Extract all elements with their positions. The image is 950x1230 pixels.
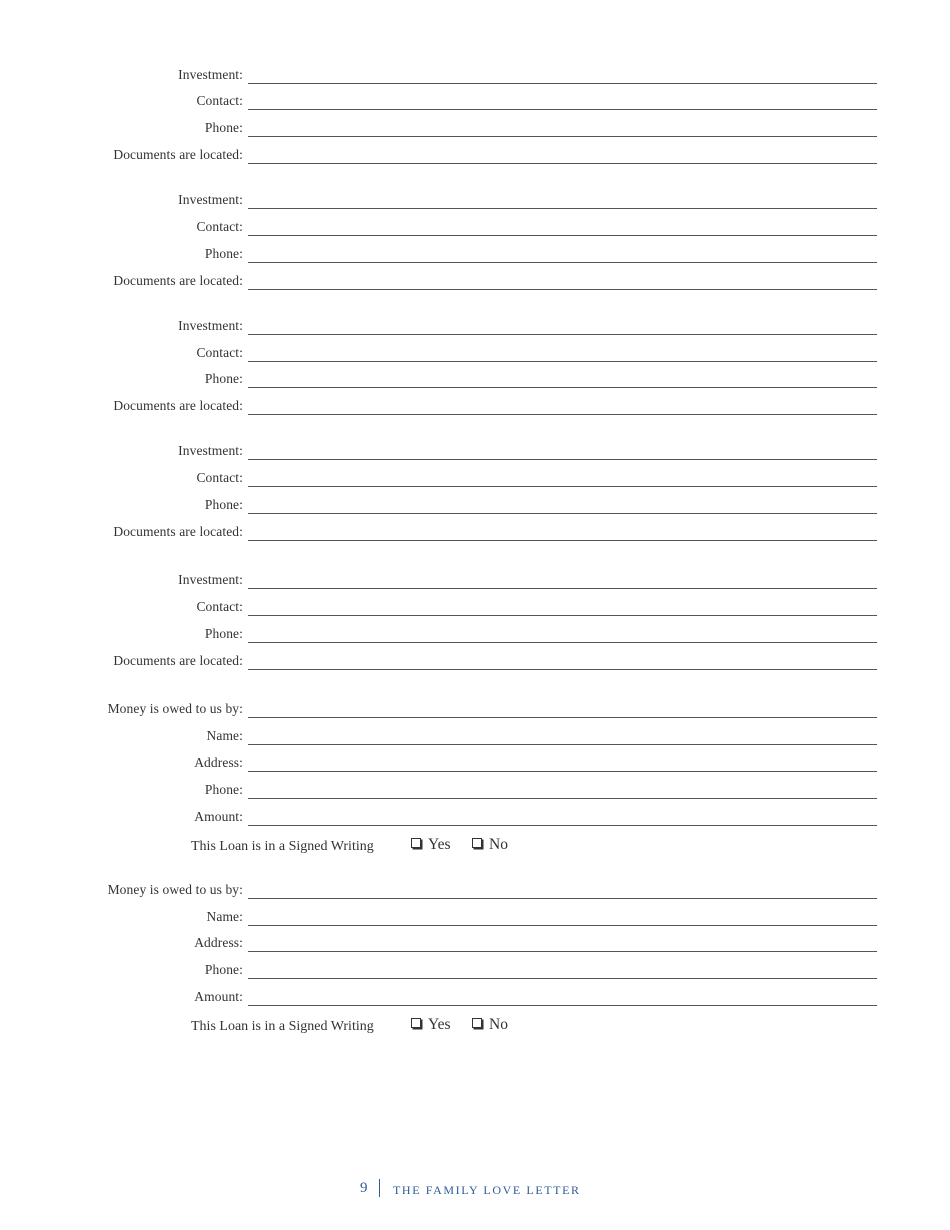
page-number: 9	[360, 1180, 368, 1196]
signed-writing-label: This Loan is in a Signed Writing	[191, 1019, 374, 1034]
phone-field[interactable]	[248, 642, 877, 643]
documents-row	[0, 397, 950, 417]
phone-label: Phone:	[204, 371, 243, 386]
contact-field[interactable]	[248, 235, 877, 236]
no-option[interactable]	[472, 1016, 508, 1034]
checkbox-icon[interactable]	[472, 1018, 482, 1028]
phone-row	[0, 370, 950, 390]
amount-label: Amount:	[194, 989, 243, 1004]
yes-label: Yes	[428, 1016, 451, 1033]
investment-field[interactable]	[248, 588, 877, 589]
investment-row	[0, 191, 950, 211]
amount-row	[0, 988, 950, 1008]
owed-row	[0, 881, 950, 901]
contact-label: Contact:	[196, 470, 243, 485]
investment-field[interactable]	[248, 459, 877, 460]
name-row	[0, 727, 950, 747]
investment-field[interactable]	[248, 83, 877, 84]
phone-row	[0, 119, 950, 139]
name-row	[0, 908, 950, 928]
phone-row	[0, 625, 950, 645]
phone-row	[0, 496, 950, 516]
owed-label: Money is owed to us by:	[107, 882, 243, 897]
contact-label: Contact:	[196, 599, 243, 614]
phone-label: Phone:	[204, 782, 243, 797]
investment-field[interactable]	[248, 334, 877, 335]
documents-field[interactable]	[248, 163, 877, 164]
contact-label: Contact:	[196, 93, 243, 108]
phone-row	[0, 245, 950, 265]
contact-row	[0, 218, 950, 238]
yes-label: Yes	[428, 836, 451, 853]
phone-row	[0, 961, 950, 981]
name-field[interactable]	[248, 925, 877, 926]
amount-field[interactable]	[248, 1005, 877, 1006]
phone-label: Phone:	[204, 497, 243, 512]
footer-title: THE FAMILY LOVE LETTER	[393, 1183, 581, 1197]
documents-field[interactable]	[248, 289, 877, 290]
yes-option[interactable]	[411, 1016, 451, 1034]
investment-label: Investment:	[178, 572, 243, 587]
amount-field[interactable]	[248, 825, 877, 826]
documents-field[interactable]	[248, 540, 877, 541]
address-label: Address:	[194, 935, 243, 950]
phone-label: Phone:	[204, 246, 243, 261]
phone-label: Phone:	[204, 626, 243, 641]
investment-row	[0, 317, 950, 337]
documents-label: Documents are located:	[113, 524, 243, 539]
phone-row	[0, 781, 950, 801]
contact-row	[0, 92, 950, 112]
contact-label: Contact:	[196, 219, 243, 234]
documents-label: Documents are located:	[113, 398, 243, 413]
investment-label: Investment:	[178, 67, 243, 82]
checkbox-icon[interactable]	[411, 838, 421, 848]
signed-writing-row	[191, 836, 591, 858]
phone-field[interactable]	[248, 978, 877, 979]
no-label: No	[489, 836, 508, 853]
checkbox-icon[interactable]	[411, 1018, 421, 1028]
page-footer	[0, 1178, 950, 1202]
no-label: No	[489, 1016, 508, 1033]
owed-row	[0, 700, 950, 720]
signed-writing-label: This Loan is in a Signed Writing	[191, 839, 374, 854]
phone-field[interactable]	[248, 262, 877, 263]
phone-field[interactable]	[248, 387, 877, 388]
phone-label: Phone:	[204, 962, 243, 977]
investment-label: Investment:	[178, 318, 243, 333]
name-label: Name:	[206, 909, 243, 924]
contact-row	[0, 344, 950, 364]
documents-row	[0, 652, 950, 672]
documents-row	[0, 272, 950, 292]
contact-field[interactable]	[248, 109, 877, 110]
contact-field[interactable]	[248, 615, 877, 616]
owed-field[interactable]	[248, 717, 877, 718]
address-row	[0, 934, 950, 954]
documents-row	[0, 523, 950, 543]
documents-field[interactable]	[248, 669, 877, 670]
name-label: Name:	[206, 728, 243, 743]
owed-label: Money is owed to us by:	[107, 701, 243, 716]
checkbox-icon[interactable]	[472, 838, 482, 848]
signed-writing-row	[191, 1016, 591, 1038]
address-field[interactable]	[248, 771, 877, 772]
address-label: Address:	[194, 755, 243, 770]
contact-field[interactable]	[248, 486, 877, 487]
address-row	[0, 754, 950, 774]
contact-row	[0, 469, 950, 489]
footer-divider	[379, 1179, 380, 1197]
phone-label: Phone:	[204, 120, 243, 135]
investment-row	[0, 442, 950, 462]
amount-row	[0, 808, 950, 828]
name-field[interactable]	[248, 744, 877, 745]
amount-label: Amount:	[194, 809, 243, 824]
documents-row	[0, 146, 950, 166]
documents-label: Documents are located:	[113, 147, 243, 162]
investment-row	[0, 66, 950, 86]
phone-field[interactable]	[248, 513, 877, 514]
no-option[interactable]	[472, 836, 508, 854]
documents-label: Documents are located:	[113, 273, 243, 288]
investment-row	[0, 571, 950, 591]
address-field[interactable]	[248, 951, 877, 952]
documents-field[interactable]	[248, 414, 877, 415]
documents-label: Documents are located:	[113, 653, 243, 668]
contact-row	[0, 598, 950, 618]
phone-field[interactable]	[248, 136, 877, 137]
investment-label: Investment:	[178, 192, 243, 207]
contact-label: Contact:	[196, 345, 243, 360]
investment-field[interactable]	[248, 208, 877, 209]
investment-label: Investment:	[178, 443, 243, 458]
contact-field[interactable]	[248, 361, 877, 362]
phone-field[interactable]	[248, 798, 877, 799]
owed-field[interactable]	[248, 898, 877, 899]
yes-option[interactable]	[411, 836, 451, 854]
